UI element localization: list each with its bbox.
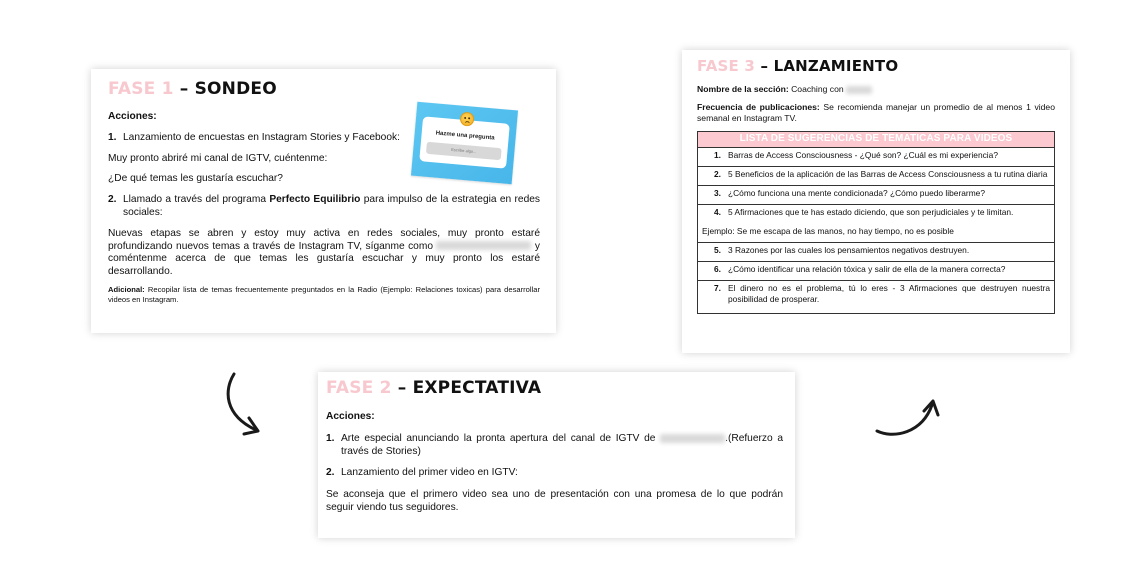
- topic-row: [698, 205, 1054, 223]
- item-number: 2.: [326, 467, 335, 479]
- section-value: Coaching con: [788, 84, 847, 94]
- text-segment: Llamado a través del programa: [123, 194, 270, 206]
- topic-text: 5 Afirmaciones que te has estado diciendo, que son perjudiciales y te limitan.: [728, 207, 1014, 217]
- frequency-label: Frecuencia de publicaciones:: [697, 102, 820, 112]
- topic-text: 5 Beneficios de la aplicación de las Barras de Access Consciousness a tu rutina diaria: [728, 169, 1048, 179]
- sticker-card: [419, 116, 510, 168]
- topic-text: El dinero no es el problema, tú lo eres - 3 Afirmaciones que destruyen nuestra posibilidad de prosperar.: [728, 283, 1050, 304]
- topics-table: [697, 131, 1055, 314]
- topic-number: 4.: [714, 207, 721, 217]
- topic-text: 3 Razones por las cuales los pensamientos negativos destruyen.: [728, 245, 970, 255]
- topic-number: 5.: [714, 245, 721, 255]
- text-segment: .(Refuerzo a través de Stories): [341, 432, 783, 457]
- phase2-card: [318, 372, 795, 538]
- actions-label: Acciones:: [108, 111, 157, 122]
- item-text: [123, 194, 540, 220]
- curved-arrow-up-icon: [872, 395, 942, 440]
- phase1-name: SONDEO: [194, 79, 277, 99]
- phase2-title: [326, 378, 783, 398]
- topic-example-row: [698, 223, 1054, 243]
- title-separator: –: [173, 79, 195, 99]
- phase3-name: LANZAMIENTO: [773, 57, 899, 75]
- item-number: 2.: [108, 194, 117, 206]
- upside-down-face-icon: [460, 112, 475, 127]
- phase2-number: FASE 2: [326, 378, 392, 398]
- redacted-name: [660, 434, 725, 443]
- section-name: [697, 84, 1055, 95]
- topic-row: [698, 186, 1054, 205]
- topic-row: [698, 281, 1054, 313]
- instagram-question-sticker: [411, 102, 518, 185]
- topic-number: 3.: [714, 188, 721, 198]
- topic-number: 2.: [714, 169, 721, 179]
- item-number: 1.: [326, 432, 335, 444]
- title-separator: –: [755, 57, 774, 75]
- topic-text: Barras de Access Consciousness - ¿Qué son? ¿Cuál es mi experiencia?: [728, 150, 998, 160]
- topic-row: [698, 167, 1054, 186]
- text-segment: y coméntenme acerca de que temas les gustaría escuchar y muy pronto los estaré desarrollando.: [108, 240, 540, 278]
- item-text: [341, 433, 783, 459]
- action-item-1: [108, 132, 408, 145]
- curved-arrow-down-icon: [222, 370, 267, 440]
- topic-number: 7.: [714, 283, 721, 293]
- text-segment: para impulso de la estrategia en redes sociales:: [123, 194, 541, 218]
- action-item-1: [326, 433, 783, 459]
- item-text: Lanzamiento del primer video en IGTV:: [341, 467, 518, 479]
- text-segment: Nuevas etapas se abren y estoy muy activa en redes sociales, muy pronto estaré profundizando nuevos temas a través de Instagram TV, síganme como: [108, 227, 540, 252]
- phase3-number: FASE 3: [697, 57, 756, 75]
- topic-row: [698, 243, 1054, 262]
- topic-number: 6.: [714, 264, 721, 274]
- actions-label: Acciones:: [326, 411, 375, 422]
- redacted-name: [846, 86, 872, 94]
- text-segment: Arte especial anunciando la pronta apertura del canal de IGTV de: [341, 432, 661, 444]
- survey-line-2: ¿De qué temas les gustaría escuchar?: [108, 173, 283, 185]
- action-item-2: [108, 194, 540, 220]
- item-number: 1.: [108, 131, 117, 143]
- title-separator: –: [391, 378, 413, 398]
- phase2-name: EXPECTATIVA: [412, 378, 542, 398]
- item-text: Lanzamiento de encuestas en Instagram Stories y Facebook:: [123, 131, 400, 143]
- topics-table-header: LISTA DE SUGERENCIAS DE TEMATICAS PARA VIDEOS: [698, 132, 1054, 148]
- survey-line-1: Muy pronto abriré mi canal de IGTV, cuéntenme:: [108, 152, 328, 164]
- section-label: Nombre de la sección:: [697, 84, 789, 94]
- note-text: Recopilar lista de temas frecuentemente preguntados en la Radio (Ejemplo: Relaciones toxicas) para desarrollar videos en Instagram.: [108, 284, 540, 305]
- note-label: Adicional:: [108, 284, 145, 294]
- publication-frequency: [697, 102, 1055, 124]
- redacted-handle: [436, 241, 531, 250]
- topic-example-text: Ejemplo: Se me escapa de las manos, no hay tiempo, no es posible: [702, 226, 954, 236]
- frequency-value: Se recomienda manejar un promedio de al menos 1 video semanal en Instagram TV.: [697, 102, 1055, 123]
- topic-text: ¿Cómo identificar una relación tóxica y salir de ella de la manera correcta?: [728, 264, 1006, 274]
- sticker-question: Hazme una pregunta: [435, 130, 495, 142]
- topic-row: [698, 148, 1054, 167]
- topic-row: [698, 262, 1054, 281]
- phase3-title: [697, 57, 1055, 75]
- sticker-input: Escribe algo...: [426, 142, 502, 160]
- action-item-2: [326, 467, 783, 480]
- announcement-paragraph: [108, 228, 540, 279]
- phase3-card: [682, 50, 1070, 353]
- program-name: Perfecto Equilibrio: [269, 194, 361, 206]
- topic-number: 1.: [714, 150, 721, 160]
- phase1-number: FASE 1: [108, 79, 174, 99]
- phase1-title: [108, 79, 540, 99]
- additional-note: [108, 285, 540, 306]
- topic-text: ¿Cómo funciona una mente condicionada? ¿Cómo puedo liberarme?: [728, 188, 985, 198]
- advice-paragraph: Se aconseja que el primero video sea uno de presentación con una promesa de lo que podrán seguir viendo tus seguidores.: [326, 489, 783, 513]
